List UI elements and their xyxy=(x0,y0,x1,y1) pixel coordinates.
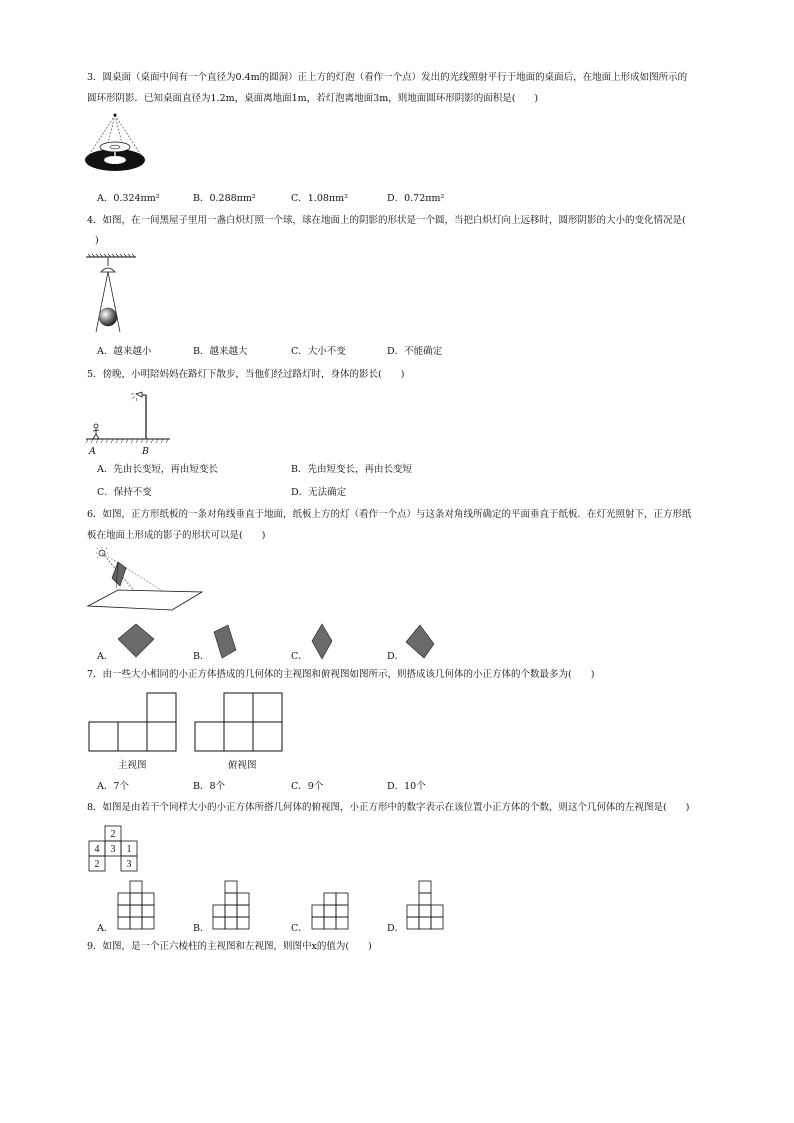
q6-option-c: C． xyxy=(291,651,308,662)
q4-figure-lamp-ball xyxy=(86,254,136,336)
q8-option-b-view xyxy=(212,880,252,932)
q6-option-d: D． xyxy=(387,651,405,662)
q6-option-b-shape xyxy=(212,624,238,660)
q6-option-a-shape xyxy=(116,623,156,659)
q6-figure-lamp-board xyxy=(86,548,206,616)
q6-text-line1: 6．如图，正方形纸板的一条对角线垂直于地面，纸板上方的灯（看作一个点）与这条对角线所确定的平面垂直于纸板．在灯光照射下，正方形纸 xyxy=(87,509,692,520)
q3-option-d: D．0.72πm² xyxy=(387,193,445,204)
q3-option-a: A．0.324πm² xyxy=(97,193,160,204)
q5-option-c: C．保持不变 xyxy=(97,487,152,498)
q8-option-d-view xyxy=(406,880,446,932)
q8-option-a-view xyxy=(117,880,157,932)
q8-cell-r1c2: 1 xyxy=(126,844,132,855)
q5-option-b: B．先由短变长，再由长变短 xyxy=(291,464,412,475)
q8-option-c-view xyxy=(311,892,351,932)
q8-option-d: D． xyxy=(387,923,405,934)
q4-option-d: D．不能确定 xyxy=(387,346,443,357)
q7-option-c: C．9个 xyxy=(291,781,324,792)
q7-option-b: B．8个 xyxy=(193,781,226,792)
q7-front-view xyxy=(88,692,178,752)
q5-label-b: B xyxy=(142,446,149,457)
q4-option-c: C．大小不变 xyxy=(291,346,346,357)
q8-option-c: C． xyxy=(291,923,308,934)
q7-option-d: D．10个 xyxy=(387,781,426,792)
q8-cell-r1c0: 4 xyxy=(94,844,100,855)
q8-option-b: B． xyxy=(193,923,210,934)
q6-option-c-shape xyxy=(311,623,333,661)
q5-option-d: D．无法确定 xyxy=(291,487,347,498)
q8-cell-r0c1: 2 xyxy=(110,829,116,840)
q4-option-b: B．越来越大 xyxy=(193,346,248,357)
q8-cell-r2c2: 3 xyxy=(126,859,132,870)
q7-option-a: A．7个 xyxy=(97,781,129,792)
q6-option-b: B． xyxy=(193,651,210,662)
q8-text-line1: 8．如图是由若干个同样大小的小正方体所搭几何体的俯视图，小正方形中的数字表示在该位置小正方体的个数，则这个几何体的左视图是( ) xyxy=(87,802,690,813)
q6-option-a: A． xyxy=(97,651,114,662)
q3-figure-lamp-table-shadow xyxy=(84,112,146,182)
q9-text-line1: 9．如图，是一个正六棱柱的主视图和左视图，则图中x的值为( ) xyxy=(87,941,372,952)
q7-caption-top: 俯视图 xyxy=(228,760,257,771)
q4-option-a: A．越来越小 xyxy=(97,346,152,357)
q5-figure-streetlight xyxy=(86,385,172,449)
q3-option-c: C．1.08πm² xyxy=(291,193,348,204)
q5-option-a: A．先由长变短，再由短变长 xyxy=(97,464,218,475)
q6-option-d-shape xyxy=(404,624,436,660)
q8-top-view-grid xyxy=(88,825,138,873)
q4-text-line2: ) xyxy=(95,235,99,246)
q3-text-line1: 3．圆桌面（桌面中间有一个直径为0.4m的圆洞）正上方的灯泡（看作一个点）发出的光线照射平行于地面的桌面后，在地面上形成如图所示的 xyxy=(87,72,688,83)
q3-text-line2: 圆环形阴影．已知桌面直径为1.2m，桌面离地面1m，若灯泡离地面3m，则地面圆环形阴影的面积是( ) xyxy=(87,93,539,104)
q8-cell-r1c1: 3 xyxy=(110,844,116,855)
q8-option-a: A． xyxy=(97,923,114,934)
q7-top-view xyxy=(194,692,284,752)
q3-option-b: B．0.288πm² xyxy=(193,193,256,204)
q4-text-line1: 4．如图，在一间黑屋子里用一盏白炽灯照一个球，球在地面上的阴影的形状是一个圆，当把白炽灯向上远移时，圆形阴影的大小的变化情况是( xyxy=(87,215,686,226)
q7-text-line1: 7．由一些大小相同的小正方体搭成的几何体的主视图和俯视图如图所示，则搭成该几何体的小正方体的个数最多为( ) xyxy=(87,669,595,680)
q5-text-line1: 5．傍晚，小明陪妈妈在路灯下散步，当他们经过路灯时，身体的影长( ) xyxy=(87,369,405,380)
q8-cell-r2c0: 2 xyxy=(94,859,100,870)
q6-text-line2: 板在地面上形成的影子的形状可以是( ) xyxy=(87,530,266,541)
q7-caption-front: 主视图 xyxy=(118,760,147,771)
q5-label-a: A xyxy=(89,446,96,457)
